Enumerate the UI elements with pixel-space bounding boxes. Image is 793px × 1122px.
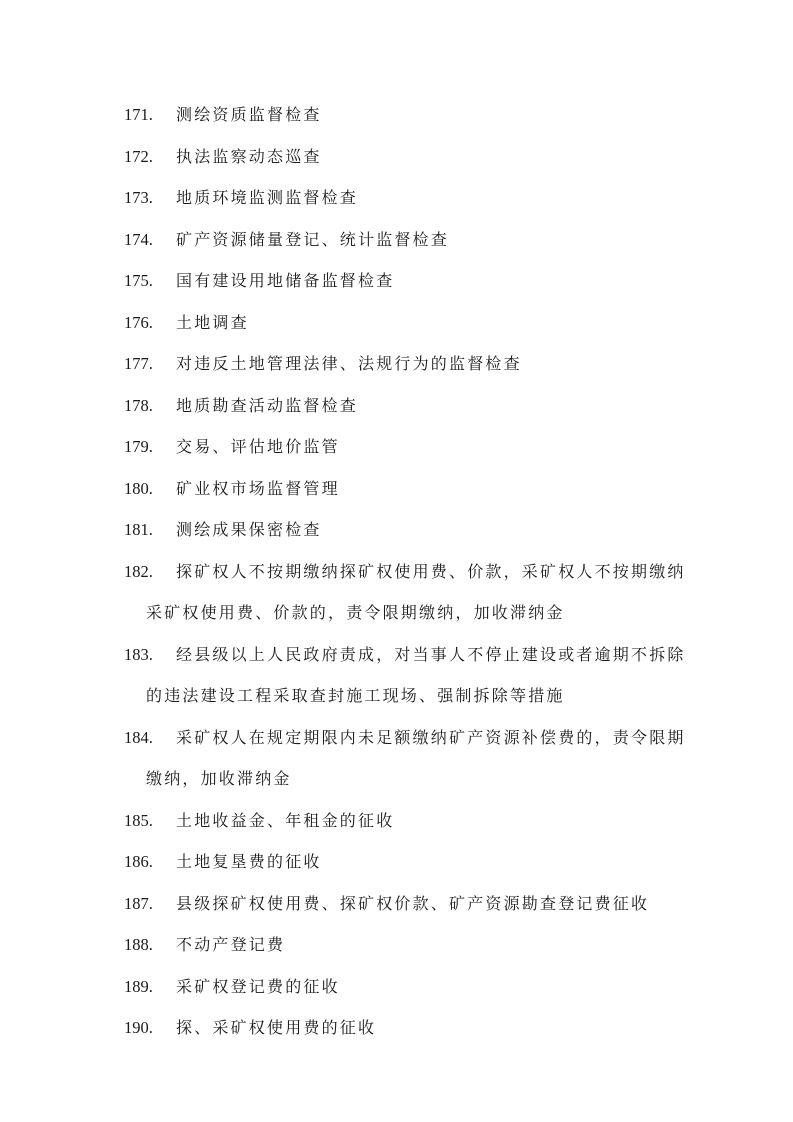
list-item [124, 924, 714, 966]
item-text: 土地收益金、年租金的征收 [176, 810, 395, 830]
list-item [124, 509, 714, 551]
item-number: 180. [124, 478, 153, 498]
list-item [124, 426, 714, 468]
item-number: 189. [124, 976, 153, 996]
item-number: 181. [124, 520, 153, 539]
list-item [124, 343, 714, 385]
list-item [124, 966, 714, 1008]
item-text: 矿业权市场监督管理 [176, 478, 340, 498]
item-text-continuation: 采矿权使用费、价款的，责令限期缴纳，加收滞纳金 [146, 603, 565, 622]
item-number: 173. [124, 188, 153, 207]
list-item [124, 841, 714, 883]
list-item [124, 302, 714, 344]
item-number: 177. [124, 354, 153, 373]
list-item [124, 260, 714, 302]
list-item [124, 385, 714, 427]
item-text: 地质勘查活动监督检查 [176, 395, 359, 415]
item-text-continuation: 缴纳，加收滞纳金 [146, 769, 292, 788]
item-number: 182. [124, 561, 153, 581]
list-item [124, 883, 714, 925]
item-text: 测绘资质监督检查 [176, 105, 322, 124]
list-item [124, 177, 714, 219]
item-text: 探矿权人不按期缴纳探矿权使用费、价款，采矿权人不按期缴纳 [176, 561, 686, 581]
item-text: 土地复垦费的征收 [176, 852, 322, 871]
item-number: 175. [124, 271, 153, 290]
item-number: 190. [124, 1018, 153, 1037]
item-number: 183. [124, 644, 153, 664]
item-text-continuation: 的违法建设工程采取查封施工现场、强制拆除等措施 [146, 686, 565, 705]
item-text: 经县级以上人民政府责成，对当事人不停止建设或者逾期不拆除 [176, 644, 686, 664]
item-number: 188. [124, 935, 153, 954]
item-number: 187. [124, 893, 153, 913]
list-item [124, 468, 714, 510]
item-number: 184. [124, 727, 153, 747]
item-text: 土地调查 [176, 312, 249, 332]
list-item [124, 136, 714, 178]
item-text: 探、采矿权使用费的征收 [176, 1018, 377, 1037]
item-number: 186. [124, 852, 153, 871]
item-number: 172. [124, 146, 153, 166]
list-item [124, 94, 714, 136]
item-text: 矿产资源储量登记、统计监督检查 [176, 229, 450, 249]
list-item [124, 1007, 714, 1049]
item-text: 地质环境监测监督检查 [176, 188, 359, 207]
list-item [124, 634, 714, 717]
item-text: 测绘成果保密检查 [176, 520, 322, 539]
list-item [124, 800, 714, 842]
item-text: 采矿权登记费的征收 [176, 976, 340, 996]
list-item [124, 219, 714, 261]
list-item [124, 551, 714, 634]
item-text: 国有建设用地储备监督检查 [176, 271, 395, 290]
item-text: 县级探矿权使用费、探矿权价款、矿产资源勘查登记费征收 [176, 893, 650, 913]
item-text: 不动产登记费 [176, 935, 286, 954]
list-item [124, 717, 714, 800]
item-number: 178. [124, 395, 153, 415]
item-number: 179. [124, 437, 153, 456]
item-number: 176. [124, 312, 153, 332]
item-text: 对违反土地管理法律、法规行为的监督检查 [176, 354, 522, 373]
item-text: 执法监察动态巡查 [176, 146, 322, 166]
item-text: 采矿权人在规定期限内未足额缴纳矿产资源补偿费的，责令限期 [176, 727, 686, 747]
item-list [124, 94, 714, 1049]
item-number: 171. [124, 105, 153, 124]
item-number: 185. [124, 810, 153, 830]
item-number: 174. [124, 229, 153, 249]
item-text: 交易、评估地价监管 [176, 437, 340, 456]
